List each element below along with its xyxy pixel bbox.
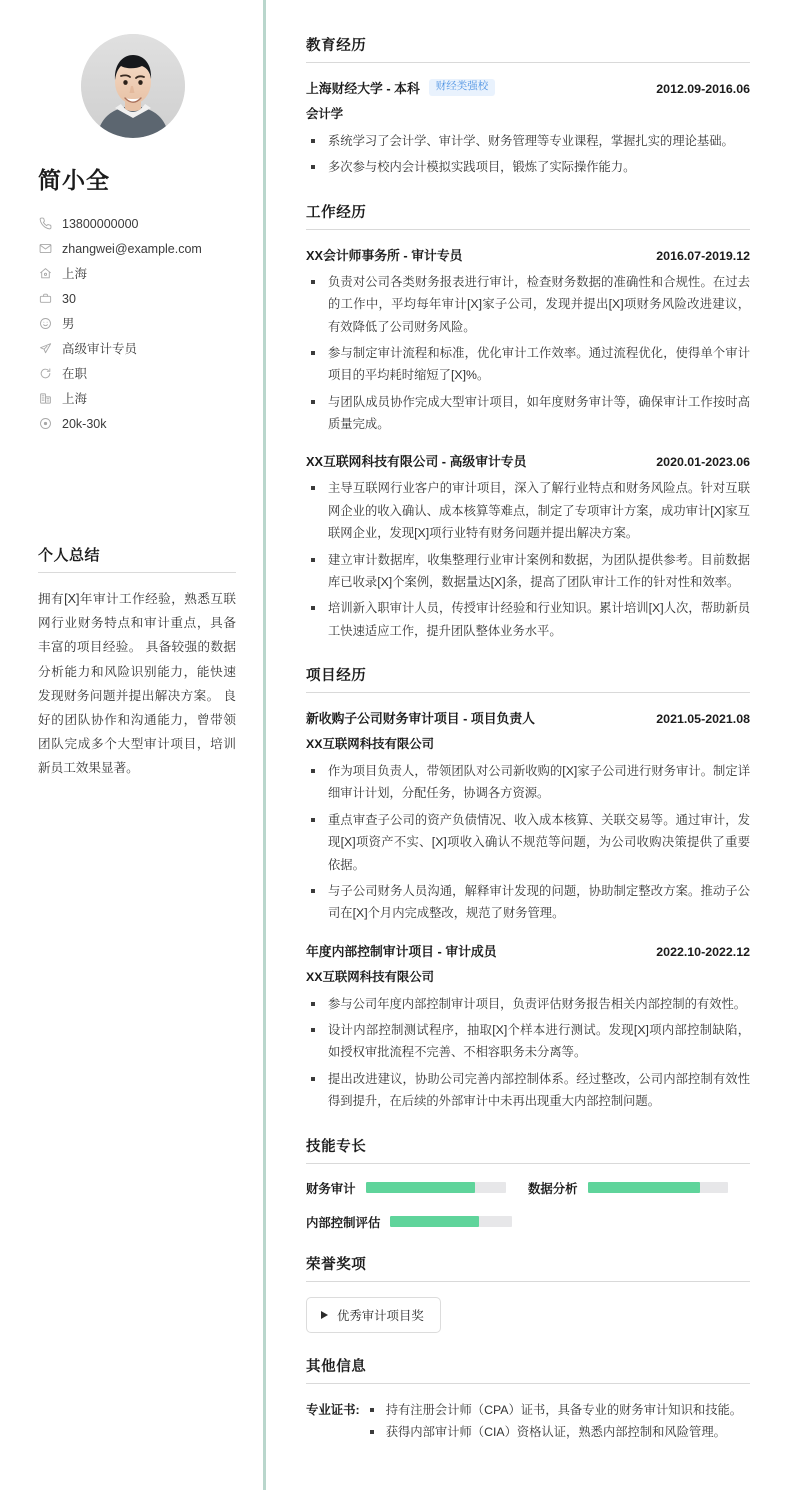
envelope-icon <box>38 242 52 256</box>
education-heading: 教育经历 <box>306 34 750 63</box>
skill-progress-fill <box>588 1182 700 1193</box>
entry-header <box>306 451 750 470</box>
summary-heading: 个人总结 <box>38 544 236 573</box>
paper-plane-icon <box>38 342 52 356</box>
skill-progress-bar <box>390 1216 512 1227</box>
contact-city <box>38 386 236 411</box>
list-item: 与子公司财务人员沟通，解释审计发现的问题，协助制定整改方案。推动子公司在[X]个月内完成整改，规范了财务管理。 <box>306 880 750 925</box>
award-label: 优秀审计项目奖 <box>337 1308 424 1323</box>
work-date: 2016.07-2019.12 <box>656 248 750 263</box>
skill-progress-bar <box>366 1182 506 1193</box>
work-section <box>306 201 750 642</box>
entry-header <box>306 941 750 960</box>
work-company-role: XX会计师事务所 - 审计专员 <box>306 247 463 263</box>
contact-job-status <box>38 361 236 386</box>
education-tag: 财经类强校 <box>429 79 496 96</box>
project-bullets <box>306 993 750 1113</box>
entry-header <box>306 708 750 727</box>
work-bullets <box>306 271 750 436</box>
entry-header <box>306 78 750 97</box>
other-info-heading: 其他信息 <box>306 1355 750 1384</box>
education-title-group <box>306 78 495 97</box>
certificates-list <box>364 1399 750 1444</box>
list-item: 参与公司年度内部控制审计项目，负责评估财务报告相关内部控制的有效性。 <box>306 993 750 1015</box>
contact-email <box>38 236 236 261</box>
skills-grid <box>306 1179 750 1231</box>
summary-text: 拥有[X]年审计工作经验，熟悉互联网行业财务特点和审计重点，具备丰富的项目经验。 具备较强的数据分析能力和风险识别能力，能快速发现财务问题并提出解决方案。 良好的团队协作和沟通能力，曾带领团队完成多个大型审计项目，培训新员工效果显著。 <box>38 592 236 776</box>
project-name-role: 新收购子公司财务审计项目 - 项目负责人 <box>306 711 535 726</box>
list-item: 主导互联网行业客户的审计项目，深入了解行业特点和财务风险点。针对互联网企业的收入确认、成本核算等难点，制定了专项审计方案，成功审计[X]家互联网企业，发现[X]项行业特有财务问题并提出解决方案。 <box>306 477 750 544</box>
list-item: 获得内部审计师（CIA）资格认证，熟悉内部控制和风险管理。 <box>364 1421 750 1444</box>
skill-label: 数据分析 <box>528 1181 578 1196</box>
home-icon <box>38 267 52 281</box>
skill-label: 内部控制评估 <box>306 1215 381 1230</box>
list-item: 重点审查子公司的资产负债情况、收入成本核算、关联交易等。通过审计，发现[X]项资产不实、[X]项收入确认不规范等问题，为公司收购决策提供了重要依据。 <box>306 809 750 876</box>
award-chip[interactable] <box>306 1297 441 1333</box>
list-item: 参与制定审计流程和标准，优化审计工作效率。通过流程优化，使得单个审计项目的平均耗时缩短了[X]%。 <box>306 342 750 387</box>
award-row <box>306 1297 750 1333</box>
list-item: 提出改进建议，协助公司完善内部控制体系。经过整改，公司内部控制有效性得到提升，在后续的外部审计中未再出现重大内部控制问题。 <box>306 1068 750 1113</box>
skills-section <box>306 1135 750 1231</box>
skill-label: 财务审计 <box>306 1181 356 1196</box>
education-school: 上海财经大学 - 本科 <box>306 81 420 96</box>
list-item: 多次参与校内会计模拟实践项目，锻炼了实际操作能力。 <box>306 156 750 178</box>
project-company: XX互联网科技有限公司 <box>306 969 435 984</box>
avatar-container <box>30 34 236 138</box>
contact-age-value: 30 <box>62 291 76 306</box>
awards-heading: 荣誉奖项 <box>306 1253 750 1282</box>
contact-hometown-value: 上海 <box>62 266 88 281</box>
project-entry <box>306 941 750 1113</box>
building-icon <box>38 392 52 406</box>
list-item: 持有注册会计师（CPA）证书，具备专业的财务审计知识和技能。 <box>364 1399 750 1422</box>
skill-progress-bar <box>588 1182 728 1193</box>
project-title-group <box>306 708 535 727</box>
project-title-group <box>306 941 497 960</box>
contact-gender <box>38 311 236 336</box>
contact-phone-value: 13800000000 <box>62 216 139 231</box>
entry-header <box>306 245 750 264</box>
project-company: XX互联网科技有限公司 <box>306 737 435 751</box>
project-entry <box>306 708 750 925</box>
main-column <box>266 0 794 1490</box>
contact-position <box>38 336 236 361</box>
contact-gender-value: 男 <box>62 316 75 331</box>
contact-hometown <box>38 261 236 286</box>
work-title-group <box>306 245 462 264</box>
project-bullets <box>306 760 750 925</box>
contact-list <box>38 211 236 436</box>
list-item: 系统学习了会计学、审计学、财务管理等专业课程，掌握扎实的理论基础。 <box>306 130 750 152</box>
face-icon <box>38 317 52 331</box>
project-date: 2021.05-2021.08 <box>656 712 750 726</box>
projects-section <box>306 664 750 1113</box>
summary-section <box>38 544 236 780</box>
list-item: 设计内部控制测试程序，抽取[X]个样本进行测试。发现[X]项内部控制缺陷，如授权审批流程不完善、不相容职务未分离等。 <box>306 1019 750 1064</box>
certificates-label: 专业证书: <box>306 1402 360 1417</box>
certificates-row <box>306 1399 750 1444</box>
project-name-role: 年度内部控制审计项目 - 审计成员 <box>306 943 497 959</box>
target-icon <box>38 417 52 431</box>
contact-salary-value: 20k-30k <box>62 416 107 431</box>
list-item: 建立审计数据库，收集整理行业审计案例和数据，为团队提供参考。目前数据库已收录[X]个案例，数据量达[X]条，提高了团队审计工作的针对性和效率。 <box>306 549 750 594</box>
skill-progress-fill <box>366 1182 475 1193</box>
work-company-role: XX互联网科技有限公司 - 高级审计专员 <box>306 454 527 470</box>
skill-item <box>306 1179 528 1197</box>
awards-section <box>306 1253 750 1333</box>
contact-email-value: zhangwei@example.com <box>62 241 202 256</box>
skill-item <box>528 1179 750 1197</box>
briefcase-icon <box>38 292 52 306</box>
phone-icon <box>38 217 52 231</box>
education-section <box>306 34 750 179</box>
work-entry <box>306 245 750 436</box>
contact-job-status-value: 在职 <box>62 366 88 381</box>
person-name: 简小全 <box>38 167 110 193</box>
sidebar <box>0 0 266 1490</box>
list-item: 作为项目负责人，带领团队对公司新收购的[X]家子公司进行财务审计。制定详细审计计划，分配任务，协调各方资源。 <box>306 760 750 805</box>
education-entry <box>306 78 750 179</box>
contact-position-value: 高级审计专员 <box>62 341 138 356</box>
work-entry <box>306 451 750 642</box>
contact-city-value: 上海 <box>62 391 88 406</box>
contact-age <box>38 286 236 311</box>
skill-item <box>306 1213 528 1231</box>
work-heading: 工作经历 <box>306 201 750 230</box>
skill-progress-fill <box>390 1216 479 1227</box>
contact-salary <box>38 411 236 436</box>
projects-heading: 项目经历 <box>306 664 750 693</box>
education-major: 会计学 <box>306 107 344 121</box>
other-info-section <box>306 1355 750 1444</box>
skills-heading: 技能专长 <box>306 1135 750 1164</box>
contact-phone <box>38 211 236 236</box>
list-item: 与团队成员协作完成大型审计项目，如年度财务审计等，确保审计工作按时高质量完成。 <box>306 391 750 436</box>
project-date: 2022.10-2022.12 <box>656 944 750 959</box>
work-date: 2020.01-2023.06 <box>656 455 750 470</box>
refresh-icon <box>38 367 52 381</box>
list-item: 负责对公司各类财务报表进行审计，检查财务数据的准确性和合规性。在过去的工作中，平均每年审计[X]家子公司，发现并提出[X]项财务风险改进建议，有效降低了公司财务风险。 <box>306 271 750 338</box>
list-item: 培训新入职审计人员，传授审计经验和行业知识。累计培训[X]人次，帮助新员工快速适应工作，提升团队整体业务水平。 <box>306 597 750 642</box>
education-bullets <box>306 130 750 179</box>
avatar <box>81 34 185 138</box>
work-title-group <box>306 451 526 470</box>
play-caret-icon <box>321 1311 328 1319</box>
education-date: 2012.09-2016.06 <box>656 82 750 96</box>
work-bullets <box>306 477 750 642</box>
